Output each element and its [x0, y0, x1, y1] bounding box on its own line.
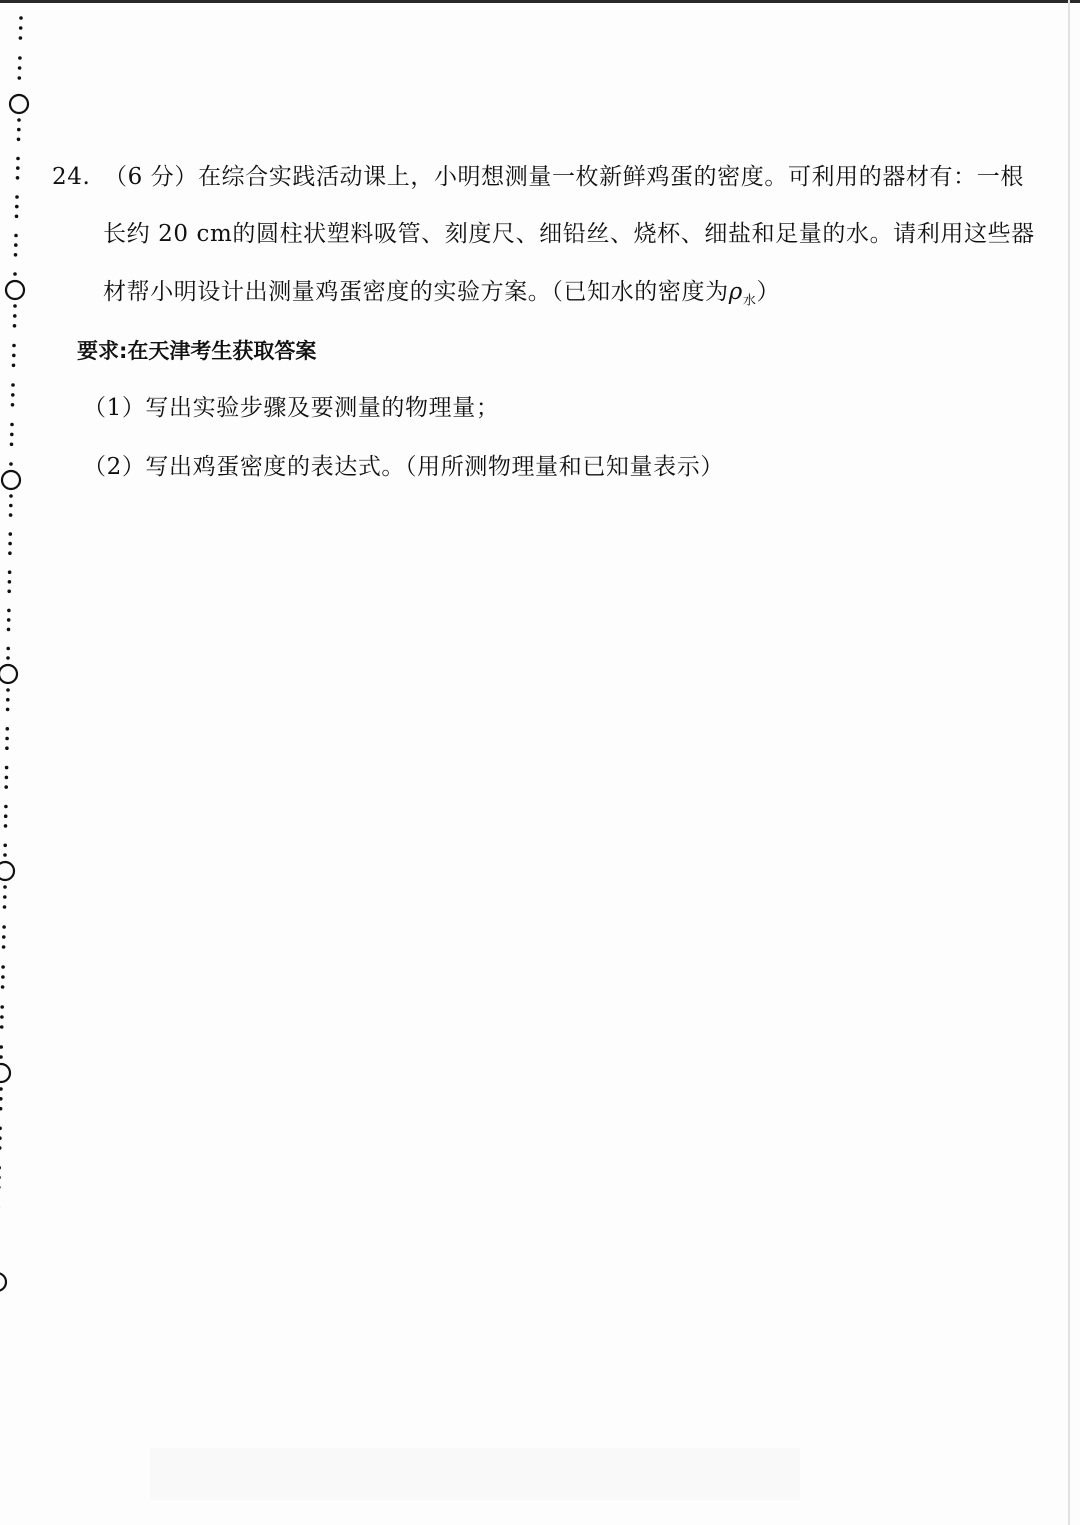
- binding-dot: [11, 403, 15, 407]
- binding-dot: [13, 324, 17, 328]
- binding-dot: [10, 433, 14, 437]
- binding-dot: [6, 727, 10, 731]
- question-line-3: 材帮小明设计出测量鸡蛋密度的实验方案。（已知水的密度为$\rho_水$）: [103, 279, 781, 309]
- binding-circle-5: [0, 862, 14, 880]
- binding-dot: [10, 443, 14, 447]
- binding-dot: [3, 905, 7, 909]
- binding-dot: [7, 590, 11, 594]
- binding-dot: [7, 628, 11, 632]
- binding-dot: [1, 985, 5, 989]
- binding-dot: [9, 532, 13, 536]
- binding-dot: [16, 166, 20, 170]
- binding-dot: [1, 965, 5, 969]
- binding-dot: [3, 895, 7, 899]
- binding-circle-2: [6, 281, 24, 299]
- binding-dot: [14, 243, 18, 247]
- question-text-line-1: （6 分）在综合实践活动课上，小明想测量一枚新鲜鸡蛋的密度。可利用的器材有：一根: [104, 164, 1024, 190]
- binding-dot: [16, 176, 20, 180]
- binding-dot: [9, 494, 13, 498]
- binding-dot: [17, 138, 21, 142]
- binding-dot: [0, 1166, 1, 1170]
- binding-dot: [15, 195, 19, 199]
- binding-dot: [18, 66, 22, 70]
- binding-dot: [12, 344, 16, 348]
- question-text-line-3: 材帮小明设计出测量鸡蛋密度的实验方案。（已知水的密度为: [103, 279, 729, 305]
- binding-dot: [15, 215, 19, 219]
- binding-dot: [4, 814, 8, 818]
- binding-dot: [11, 393, 15, 397]
- question-line-2: [103, 219, 1035, 249]
- binding-dot: [8, 580, 12, 584]
- binding-dot: [1, 975, 5, 979]
- requirement-line: [77, 336, 316, 366]
- binding-dot: [8, 551, 12, 555]
- item-2: [83, 452, 724, 482]
- binding-dot: [4, 805, 8, 809]
- binding-dot: [16, 157, 20, 161]
- binding-dot: [0, 1087, 3, 1091]
- binding-dot: [13, 304, 17, 308]
- item-1-text: （1）写出实验步骤及要测量的物理量；: [83, 395, 500, 421]
- item-1: [83, 393, 499, 423]
- binding-dot: [14, 253, 18, 257]
- binding-circle-4: [0, 665, 17, 683]
- binding-dot: [3, 885, 7, 889]
- binding-dot: [6, 647, 10, 651]
- binding-dot: [0, 1136, 2, 1140]
- water-density-symbol: $\rho_水$: [728, 279, 757, 309]
- binding-dot: [0, 1127, 2, 1131]
- binding-dot: [15, 205, 19, 209]
- binding-dot: [9, 462, 13, 466]
- binding-dot: [12, 354, 16, 358]
- binding-dot: [6, 688, 10, 692]
- binding-dot: [8, 542, 12, 546]
- page-top-edge: [0, 0, 1080, 3]
- binding-dot: [19, 26, 23, 30]
- binding-dot: [13, 272, 17, 276]
- binding-dot: [8, 570, 12, 574]
- binding-dot: [0, 1097, 3, 1101]
- binding-dot: [0, 1107, 2, 1111]
- binding-dot: [19, 16, 23, 20]
- binding-circle-3: [2, 471, 20, 489]
- binding-dot: [6, 656, 10, 660]
- binding-dot: [17, 118, 21, 122]
- binding-dot: [13, 314, 17, 318]
- binding-dot: [7, 618, 11, 622]
- binding-dot: [19, 36, 23, 40]
- binding-dot: [3, 844, 7, 848]
- binding-dot: [6, 708, 10, 712]
- question-number: 24.: [52, 164, 91, 190]
- binding-dot: [11, 383, 15, 387]
- binding-dot: [2, 935, 6, 939]
- binding-dot: [10, 423, 14, 427]
- page-right-edge: [1068, 0, 1070, 1525]
- binding-circle-6: [0, 1064, 10, 1082]
- question-text-line-2: 长约 20 cm的圆柱状塑料吸管、刻度尺、细铅丝、烧杯、细盐和足量的水。请利用这些器: [103, 221, 1035, 247]
- binding-dot: [5, 737, 9, 741]
- binding-dot: [0, 1045, 3, 1049]
- binding-dot: [2, 945, 6, 949]
- binding-dot: [0, 1146, 2, 1150]
- binding-dot: [5, 766, 9, 770]
- binding-dot: [3, 853, 7, 857]
- binding-dot: [5, 746, 9, 750]
- item-2-text: （2）写出鸡蛋密度的表达式。（用所测物理量和已知量表示）: [83, 454, 724, 480]
- binding-dot: [6, 698, 10, 702]
- binding-dot: [18, 76, 22, 80]
- binding-dot: [9, 504, 13, 508]
- requirement-label: 要求:: [77, 339, 128, 363]
- binding-dot: [14, 234, 18, 238]
- binding-dot: [7, 609, 11, 613]
- binding-dot: [12, 364, 16, 368]
- binding-dot: [18, 56, 22, 60]
- binding-dot: [0, 1015, 4, 1019]
- binding-circle-1: [10, 95, 28, 113]
- binding-dot: [5, 776, 9, 780]
- faint-smudge: [150, 1448, 800, 1500]
- binding-dot: [0, 1176, 1, 1180]
- binding-dot: [2, 925, 6, 929]
- binding-dot: [4, 824, 8, 828]
- binding-dot: [0, 1025, 4, 1029]
- binding-line: [0, 0, 40, 1525]
- binding-circle-7: [0, 1273, 6, 1291]
- binding-dot: [17, 128, 21, 132]
- binding-dot: [0, 1005, 4, 1009]
- binding-dot: [4, 785, 8, 789]
- binding-dot: [0, 1186, 1, 1190]
- requirement-text: 在天津考生获取答案: [127, 339, 317, 363]
- binding-dot: [9, 513, 13, 517]
- question-line-1: [52, 162, 1024, 192]
- binding-dot: [0, 1055, 3, 1059]
